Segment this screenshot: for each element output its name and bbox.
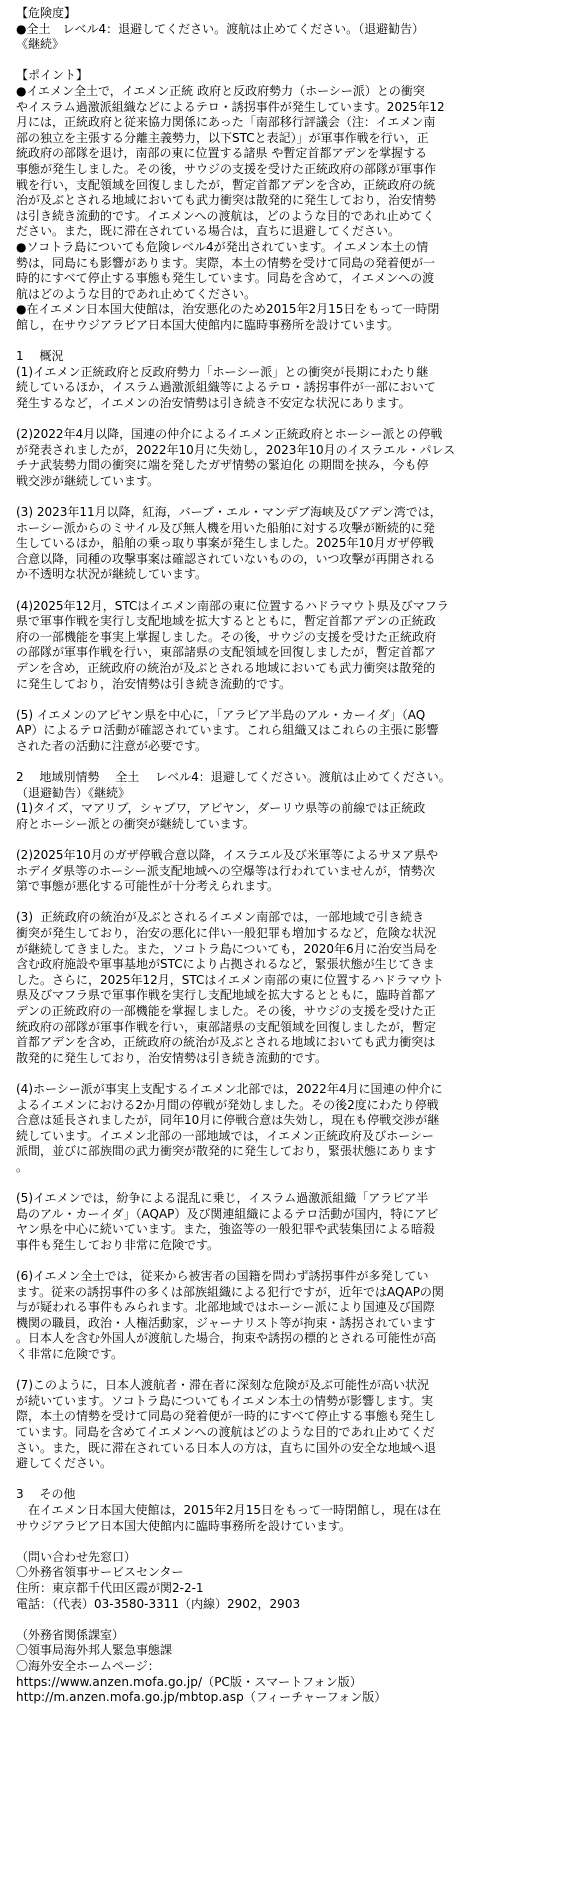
spacer <box>16 692 561 708</box>
text-line: 戦を行い，支配領域を回復しましたが，暫定首都アデンを含め，正統政府の統 <box>16 177 436 192</box>
text-line: (4)2025年12月，STCはイエメン南部の東に位置するハドラマウト県及びマフラ <box>16 598 449 613</box>
text-line: く非常に危険です。 <box>16 1347 124 1362</box>
text-line: (3) 正統政府の統治が及ぶとされるイエメン南部では，一部地域で引き続き <box>16 910 425 925</box>
paragraph <box>16 427 561 489</box>
text-line: 生しているほか，船舶の乗っ取り事案が発生しました。2025年10月ガザ停戦 <box>16 536 434 551</box>
danger-level-continued: 《継続》 <box>16 37 65 52</box>
text-line: 勢は，同島にも影響があります。実際，本土の情勢を受けて同島の発着便が一 <box>16 255 436 270</box>
text-line: は引き続き流動的です。イエメンへの渡航は，どのような目的であれ止めてく <box>16 208 435 223</box>
text-line: (2)2022年4月以降，国連の仲介によるイエメン正統政府とホーシー派との停戦 <box>16 427 443 442</box>
text-line: (1)タイズ，マアリブ，シャブワ，アビヤン，ダーリウ県等の前線では正統政 <box>16 801 426 816</box>
related-body <box>16 1643 561 1705</box>
link-text[interactable]: http://m.anzen.mofa.go.jp/mbtop.asp（フィーチャーフォン版） <box>16 1690 387 1705</box>
text-line: よるイエメンにおける2か月間の停戦が発効しました。その後2度にわたり停戦 <box>16 1097 439 1112</box>
text-line: 。 <box>16 1159 29 1174</box>
text-line: 発生するなど，イエメンの治安情勢は引き続き不安定な状況にあります。 <box>16 395 411 410</box>
text-line: デンを含め，正統政府の統治が及ぶとされる地域においても武力衝突は散発的 <box>16 660 436 675</box>
danger-level-header: 【危険度】 <box>16 6 77 20</box>
text-line: 避してください。 <box>16 1456 113 1471</box>
text-line: (7)このように，日本人渡航者・滞在者に深刻な危険が及ぶ可能性が高い状況 <box>16 1378 430 1393</box>
text-line: 航はどのような目的であれ止めてください。 <box>16 286 257 301</box>
text-line: 部の独立を主張する分離主義勢力，以下STCと表記）」が軍事作戦を行い，正 <box>16 130 429 145</box>
points-header: 【ポイント】 <box>16 68 89 83</box>
text-line: された者の活動に注意が必要です。 <box>16 738 208 753</box>
text-line: 衝突が発生しており，治安の悪化に伴い一般犯罪も増加するなど，危険な状況 <box>16 926 437 941</box>
spacer <box>16 1254 561 1270</box>
text-line: ます。従来の誘拐事件の多くは部族組織による犯行ですが，近年ではAQAPの関 <box>16 1284 444 1299</box>
paragraph <box>16 1191 561 1253</box>
text-line: ●ソコトラ島についても危険レベル4が発出されています。イエメン本土の情 <box>16 239 429 254</box>
text-line: 合意以降，同種の攻撃事案は確認されていないものの，いつ攻撃が再開される <box>16 551 436 566</box>
text-line: (5) イエメンのアビヤン県を中心に，「アラビア半島のアル・カーイダ」（AQ <box>16 707 426 722</box>
text-line: ホデイダ県等のホーシー派支配地域への空爆等は行われていませんが，情勢次 <box>16 863 435 878</box>
points-section <box>16 68 561 333</box>
text-line: サウジアラビア日本国大使館内に臨時事務所を設けています。 <box>16 1518 352 1533</box>
section-title <box>16 770 561 801</box>
text-line: ●イエメン全土で，イエメン正統 政府と反政府勢力（ホーシー派）との衝突 <box>16 83 425 98</box>
text-line: 機関の職員，政治・人権活動家，ジャーナリスト等が拘束・誘拐されています <box>16 1315 436 1330</box>
text-line: デンの正統政府の一部機能を掌握しました。その後，サウジの支援を受けた正 <box>16 1004 436 1018</box>
text-line: 統政府の部隊を退け，南部の東に位置する諸県 や暫定首都アデンを掌握する <box>16 146 428 161</box>
section-regional <box>16 770 561 1472</box>
text-line: (1)イエメン正統政府と反政府勢力「ホーシー派」との衝突が長期にわたり継 <box>16 364 429 379</box>
text-line: ヤン県を中心に続いています。また，強盗等の一般犯罪や武装集団による暗殺 <box>16 1222 435 1237</box>
section-overview <box>16 349 561 754</box>
section-title: 3 その他 <box>16 1487 76 1502</box>
text-line: が続いています。ソコトラ島についてもイエメン本土の情勢が影響します。実 <box>16 1393 434 1408</box>
spacer <box>16 1066 561 1082</box>
text-line: 際，本土の情勢を受けて同島の発着便が一時的にすべて停止する事態も発生し <box>16 1409 436 1424</box>
text-line: ホーシー派からのミサイル及び無人機を用いた船舶に対する攻撃が断続的に発 <box>16 520 435 535</box>
spacer <box>16 1176 561 1192</box>
text-line: 合意は延長されましたが，同年10月に停戦合意は失効し，現在も停戦交渉が継 <box>16 1113 440 1128</box>
paragraph <box>16 599 561 693</box>
text-line: に発生しており，治安情勢は引き続き流動的です。 <box>16 676 292 691</box>
spacer <box>16 1534 561 1550</box>
text-line: やイスラム過激派組織などによるテロ・誘拐事件が発生しています。2025年12 <box>16 99 445 114</box>
spacer <box>16 832 561 848</box>
contact-header: （問い合わせ先窓口） <box>16 1549 137 1564</box>
text-line: さい。また，既に滞在されている日本人の方は，直ちに国外の安全な地域へ退 <box>16 1440 437 1455</box>
spacer <box>16 53 561 69</box>
text-line: (5)イエメンでは，紛争による混乱に乗じ，イスラム過激派組織「アラビア半 <box>16 1191 429 1206</box>
text-line: が継続してきました。また，ソコトラ島についても，2020年6月に治安当局を <box>16 941 438 956</box>
paragraph <box>16 910 561 1066</box>
link-text[interactable]: https://www.anzen.mofa.go.jp/（PC版・スマートフォン版） <box>16 1674 362 1689</box>
text-line: 在イエメン日本国大使館は，2015年2月15日をもって一時閉館し，現在は在 <box>16 1503 441 1517</box>
text-line: ●在イエメン日本国大使館は，治安悪化のため2015年2月15日をもって一時閉 <box>16 302 440 317</box>
paragraph <box>16 801 561 832</box>
text-line: 事件も発生しており非常に危険です。 <box>16 1237 220 1252</box>
text-line: 住所：東京都千代田区霞が関2-2-1 <box>16 1580 204 1595</box>
text-line: 事態が発生しました。その後，サウジの支援を受けた正統政府の部隊が軍事作 <box>16 161 437 176</box>
related-header: （外務省関係課室） <box>16 1627 125 1642</box>
section-other <box>16 1487 561 1534</box>
text-line: 〇海外安全ホームページ： <box>16 1658 160 1673</box>
paragraph <box>16 708 561 755</box>
text-line: か不透明な状況が継続しています。 <box>16 567 208 582</box>
text-line: 府の一部機能を事実上掌握しました。その後，サウジの支援を受けた正統政府 <box>16 629 437 644</box>
text-line: 。日本人を含む外国人が渡航した場合，拘束や誘拐の標的とされる可能性が高 <box>16 1331 437 1346</box>
paragraph <box>16 505 561 583</box>
text-line: 月には，正統政府と従来協力関係にあった「南部移行評議会（注：イエメン南 <box>16 115 436 130</box>
spacer <box>16 411 561 427</box>
section-title: 1 概況 <box>16 349 64 364</box>
text-line: 時的にすべて停止する事態も発生しています。同島を含めて，イエメンへの渡 <box>16 271 435 286</box>
paragraph <box>16 848 561 895</box>
text-line: 与が疑われる事件もみられます。北部地域ではホーシー派により国連及び国際 <box>16 1300 435 1315</box>
section-body <box>16 1503 561 1534</box>
text-line: 〇領事局海外邦人緊急事態課 <box>16 1643 173 1658</box>
text-line: 首都アデンを含め，正統政府の統治が及ぶとされる地域においても武力衝突は <box>16 1035 436 1050</box>
contact-body <box>16 1565 561 1612</box>
text-line: 統政府の部隊が軍事作戦を行い，東部諸県の支配領域を回復しましたが，暫定 <box>16 1019 437 1034</box>
danger-level-section <box>16 6 561 53</box>
text-line: (6)イエメン全土では，従来から被害者の国籍を問わず誘拐事件が多発してい <box>16 1269 429 1284</box>
text-line: 2 地域別情勢 全土 レベル4：退避してください。渡航は止めてください。 <box>16 770 451 785</box>
points-body <box>16 84 561 334</box>
text-line: ています。同島を含めてイエメンへの渡航はどのような目的であれ止めてくだ <box>16 1425 435 1440</box>
text-line: チナ武装勢力間の衝突に端を発したガザ情勢の緊迫化 の期間を挟み，今も停 <box>16 458 429 473</box>
spacer <box>16 1363 561 1379</box>
text-line: （退避勧告）《継続》 <box>16 785 131 800</box>
text-line: 島のアル・カーイダ」（AQAP）及び関連組織によるテロ活動が国内，特にアビ <box>16 1206 439 1221</box>
text-line: 県で軍事作戦を実行し支配地域を拡大するとともに，暫定首都アデンの正統政 <box>16 614 436 629</box>
text-line: が発表されましたが，2022年10月に失効し，2023年10月のイスラエル・パレス <box>16 442 456 457</box>
text-line: 続しています。イエメン北部の一部地域では，イエメン正統政府及びホーシー <box>16 1128 434 1143</box>
text-line: 第で事態が悪化する可能性が十分考えられます。 <box>16 879 280 894</box>
contact-section <box>16 1550 561 1612</box>
spacer <box>16 895 561 911</box>
text-line: (3) 2023年11月以降，紅海，バーブ・エル・マンデブ海峡及びアデン湾では， <box>16 505 442 519</box>
paragraph <box>16 1269 561 1363</box>
text-line: 戦交渉が継続しています。 <box>16 473 160 488</box>
spacer <box>16 583 561 599</box>
text-line: (2)2025年10月のガザ停戦合意以降，イスラエル及び米軍等によるサヌア県や <box>16 848 439 863</box>
text-line: ださい。また，既に滞在されている場合は，直ちに退避してください。 <box>16 224 401 239</box>
text-line: 派間，並びに部族間の武力衝突が散発的に発生しており，緊張状態にあります <box>16 1144 437 1159</box>
paragraph <box>16 1082 561 1176</box>
spacer <box>16 333 561 349</box>
text-line: 県及びマフラ県で軍事作戦を実行し支配地域を拡大するとともに，臨時首都ア <box>16 988 437 1003</box>
text-line: 続しているほか，イスラム過激派組織等によるテロ・誘拐事件が一部において <box>16 380 436 395</box>
text-line: 含む政府施設や軍事基地がSTCにより占拠されるなど，緊張状態が生じてきま <box>16 957 435 972</box>
spacer <box>16 489 561 505</box>
text-line: 〇外務省領事サービスセンター <box>16 1565 184 1580</box>
section-paragraphs <box>16 801 561 1472</box>
text-line: AP）によるテロ活動が確認されています。これら組織又はこれらの主張に影響 <box>16 723 439 738</box>
text-line: 電話：（代表）03-3580-3311（内線）2902，2903 <box>16 1596 301 1611</box>
related-section <box>16 1628 561 1706</box>
text-line: 治が及ぶとされる地域においても武力衝突は散発的に発生しており，治安情勢 <box>16 193 437 208</box>
text-line: (4)ホーシー派が事実上支配するイエメン北部では，2022年4月に国連の仲介に <box>16 1081 443 1096</box>
text-line: 館し，在サウジアラビア日本国大使館内に臨時事務所を設けています。 <box>16 317 400 332</box>
paragraph <box>16 365 561 412</box>
text-line: の部隊が軍事作戦を行い，東部諸県の支配領域を回復しましたが，暫定首都ア <box>16 645 437 660</box>
spacer <box>16 1612 561 1628</box>
text-line: した。さらに，2025年12月，STCはイエメン南部の東に位置するハドラマウト <box>16 972 444 987</box>
paragraph <box>16 1378 561 1472</box>
spacer <box>16 1472 561 1488</box>
section-paragraphs <box>16 365 561 755</box>
spacer <box>16 755 561 771</box>
text-line: 散発的に発生しており，治安情勢は引き続き流動的です。 <box>16 1050 328 1065</box>
danger-level-text: ●全土 レベル4：退避してください。渡航は止めてください。（退避勧告） <box>16 21 425 36</box>
text-line: 府とホーシー派との衝突が継続しています。 <box>16 816 255 831</box>
